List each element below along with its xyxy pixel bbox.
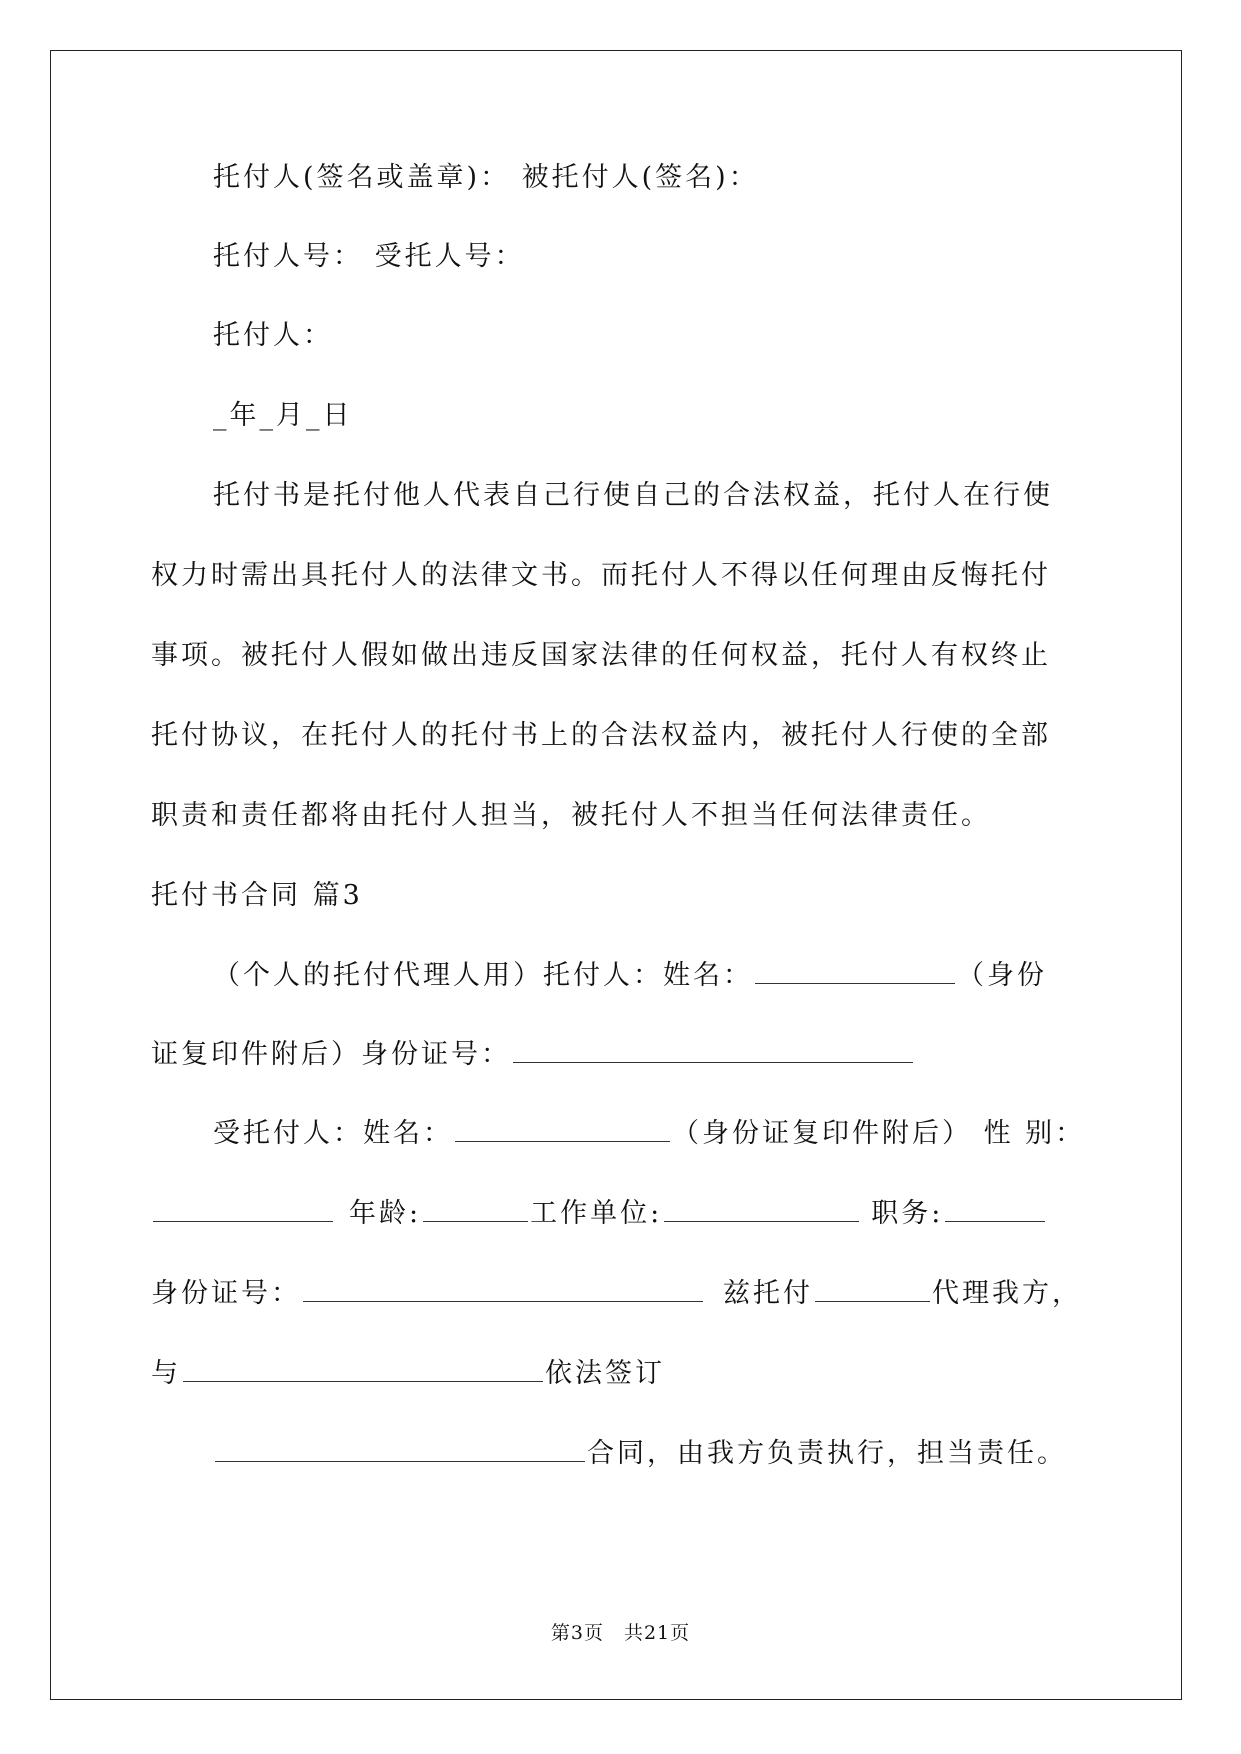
form-label: 依法签订 [545,1358,665,1389]
form-label: 合同，由我方负责执行，担当责任。 [587,1438,1067,1469]
form-label: 代理我方， [932,1278,1082,1309]
gender-blank [153,1195,333,1222]
form-label: 年龄: [349,1198,422,1229]
form-label: 受托付人：姓名： [213,1118,453,1149]
form-label: （身份证复印件附后） 性 别： [672,1118,1086,1149]
age-blank [423,1195,528,1222]
page-total: 共21页 [623,1622,691,1644]
paragraph-line: 事项。被托付人假如做出违反国家法律的任何权益，托付人有权终止 [151,640,1051,671]
form-line [151,1194,1047,1234]
date-line: _年_月_日 [213,400,353,431]
form-line [151,1354,665,1394]
name-blank [755,957,955,984]
id-blank [513,1036,913,1063]
principal-line: 托付人： [213,320,333,351]
paragraph-line: 托付书是托付他人代表自己行使自己的合法权益，托付人在行使 [213,480,1053,511]
form-line [151,1035,915,1075]
form-label: 职务: [871,1198,944,1229]
position-blank [945,1195,1045,1222]
form-label: 身份证号： [151,1278,301,1309]
party-blank [183,1355,543,1382]
form-label: 工作单位: [530,1198,663,1229]
id-number-line: 托付人号： 受托人号： [213,241,525,272]
form-line [213,1434,1067,1474]
form-label: 与 [151,1358,181,1389]
form-line [213,956,1047,996]
id-blank [303,1275,703,1302]
form-label: 兹托付 [723,1278,813,1309]
form-label: （个人的托付代理人用）托付人：姓名： [213,960,753,991]
signature-line: 托付人(签名或盖章)： 被托付人(签名)： [213,162,759,193]
paragraph-line: 托付协议，在托付人的托付书上的合法权益内，被托付人行使的全部 [151,720,1051,751]
form-label: （身份 [957,960,1047,991]
agent-blank [815,1275,930,1302]
form-line [151,1274,1082,1314]
form-label: 证复印件附后）身份证号： [151,1039,511,1070]
paragraph-line: 权力时需出具托付人的法律文书。而托付人不得以任何理由反悔托付 [151,560,1051,591]
name-blank [455,1115,670,1142]
paragraph-line: 职责和责任都将由托付人担当，被托付人不担当任何法律责任。 [151,800,991,831]
section-heading: 托付书合同 篇3 [151,880,363,911]
page-footer [0,1618,1241,1645]
form-line [213,1114,1085,1154]
page-number: 第3页 [550,1622,604,1644]
employer-blank [664,1195,859,1222]
contract-blank [215,1435,585,1462]
